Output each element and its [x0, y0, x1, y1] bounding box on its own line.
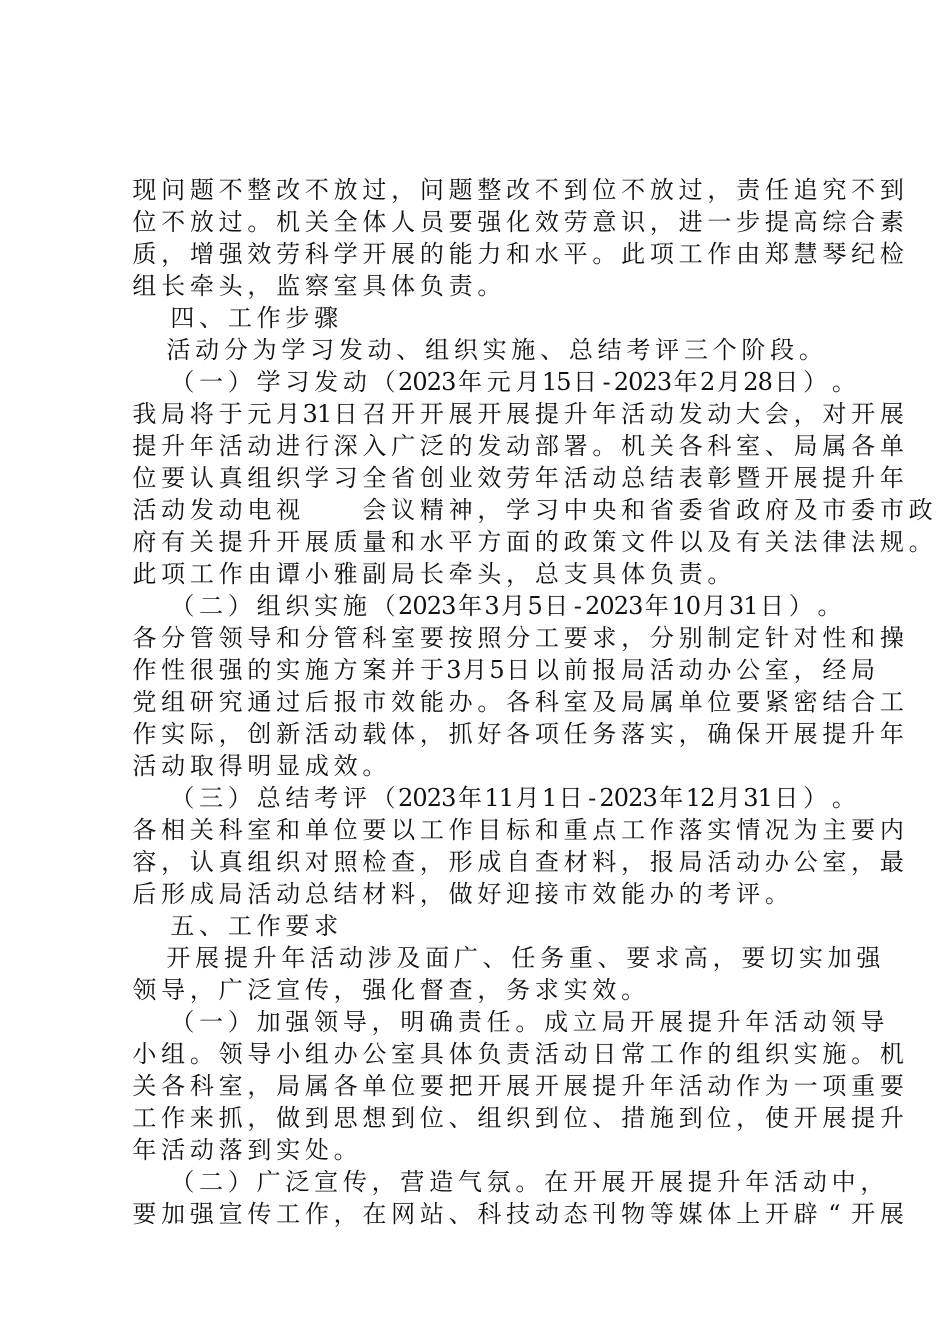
text-line: 后 形 成 局 活 动 总 结 材 料 ， 做 好 迎 接 市 效 能 办 的 考 评 。	[132, 880, 789, 908]
section-heading: 四 、 工 作 步 骤	[170, 304, 339, 332]
subsection-heading: （ 一 ） 加 强 领 导 ， 明 确 责 任 。 成 立 局 开 展 提 升 年 活 动 领 导	[170, 1008, 885, 1036]
text-line: 关 各 科 室 ， 局 属 各 单 位 要 把 开 展 开 展 提 升 年 活 动 作 为 一 项 重 要	[132, 1072, 904, 1100]
text-line: 位 要 认 真 组 织 学 习 全 省 创 业 效 劳 年 活 动 总 结 表 彰 暨 开 展 提 升 年	[132, 464, 904, 492]
text-line: 年 活 动 落 到 实 处 。	[132, 1136, 358, 1164]
section-heading: 五 、 工 作 要 求	[170, 912, 339, 940]
text-line: 各 分 管 领 导 和 分 管 科 室 要 按 照 分 工 要 求 ， 分 别 制 定 针 对 性 和 操	[132, 624, 904, 652]
subsection-heading: （ 一 ） 学 习 发 动 （2023年 元 月15日 - 2023年2月28日 ） 。	[170, 368, 856, 396]
text-line: 各 相 关 科 室 和 单 位 要 以 工 作 目 标 和 重 点 工 作 落 实 情 况 为 主 要 内	[132, 816, 904, 844]
text-line: 位 不 放 过 。 机 关 全 体 人 员 要 强 化 效 劳 意 识 ， 进 一 步 提 高 综 合 素	[132, 208, 904, 236]
text-line: 活 动 发 动 电 视 会 议 精 神 ， 学 习 中 央 和 省 委 省 政 府 及 市 委 市 政	[132, 496, 933, 524]
text-line: 开 展 提 升 年 活 动 涉 及 面 广 、 任 务 重 、 要 求 高 ， 要 切 实 加 强	[166, 944, 881, 972]
subsection-heading: （ 二 ） 广 泛 宣 传 ， 营 造 气 氛 。 在 开 展 开 展 提 升 年 活 动 中 ，	[170, 1168, 885, 1196]
text-line: 提 升 年 活 动 进 行 深 入 广 泛 的 发 动 部 署 。 机 关 各 科 室 、 局 属 各 单	[132, 432, 904, 460]
text-line: 工 作 来 抓 ， 做 到 思 想 到 位 、 组 织 到 位 、 措 施 到 位 ， 使 开 展 提 升	[132, 1104, 904, 1132]
text-line: 小 组 。 领 导 小 组 办 公 室 具 体 负 责 活 动 日 常 工 作 的 组 织 实 施 。 机	[132, 1040, 904, 1068]
text-line: 现 问 题 不 整 改 不 放 过 ， 问 题 整 改 不 到 位 不 放 过 ， 责 任 追 究 不 到	[132, 176, 904, 204]
document-page	[130, 174, 933, 1230]
text-line: 作 实 际 ， 创 新 活 动 载 体 ， 抓 好 各 项 任 务 落 实 ， 确 保 开 展 提 升 年	[132, 720, 904, 748]
text-line: 府 有 关 提 升 开 展 质 量 和 水 平 方 面 的 政 策 文 件 以 及 有 关 法 律 法 规 。	[132, 528, 933, 556]
text-line: 领 导 ， 广 泛 宣 传 ， 强 化 督 查 ， 务 求 实 效 。	[132, 976, 646, 1004]
text-line: 要 加 强 宣 传 工 作 ， 在 网 站 、 科 技 动 态 刊 物 等 媒 体 上 开 辟 “ 开 展	[132, 1200, 904, 1228]
subsection-heading: （ 二 ） 组 织 实 施 （2023年3月5日 - 2023年10月31日 ） 。	[170, 592, 842, 620]
text-line: 质 ， 增 强 效 劳 科 学 开 展 的 能 力 和 水 平 。 此 项 工 作 由 郑 慧 琴 纪 检	[132, 240, 904, 268]
text-line: 党 组 研 究 通 过 后 报 市 效 能 办 。 各 科 室 及 局 属 单 位 要 紧 密 结 合 工	[132, 688, 904, 716]
text-line: 组 长 牵 头 ， 监 察 室 具 体 负 责 。	[132, 272, 502, 300]
text-line: 作 性 很 强 的 实 施 方 案 并 于3月5日 以 前 报 局 活 动 办 公 室 ， 经 局	[132, 656, 876, 684]
text-line: 容 ， 认 真 组 织 对 照 检 查 ， 形 成 自 查 材 料 ， 报 局 活 动 办 公 室 ， 最	[132, 848, 904, 876]
text-line: 活 动 分 为 学 习 发 动 、 组 织 实 施 、 总 结 考 评 三 个 阶 段 。	[166, 336, 823, 364]
text-line: 我 局 将 于 元 月31日 召 开 开 展 开 展 提 升 年 活 动 发 动 大 会 ， 对 开 展	[132, 400, 904, 428]
text-line: 此 项 工 作 由 谭 小 雅 副 局 长 牵 头 ， 总 支 具 体 负 责 。	[132, 560, 732, 588]
subsection-heading: （ 三 ） 总 结 考 评 （2023年11月1日 - 2023年12月31日 ） 。	[170, 784, 856, 812]
text-line: 活 动 取 得 明 显 成 效 。	[132, 752, 387, 780]
